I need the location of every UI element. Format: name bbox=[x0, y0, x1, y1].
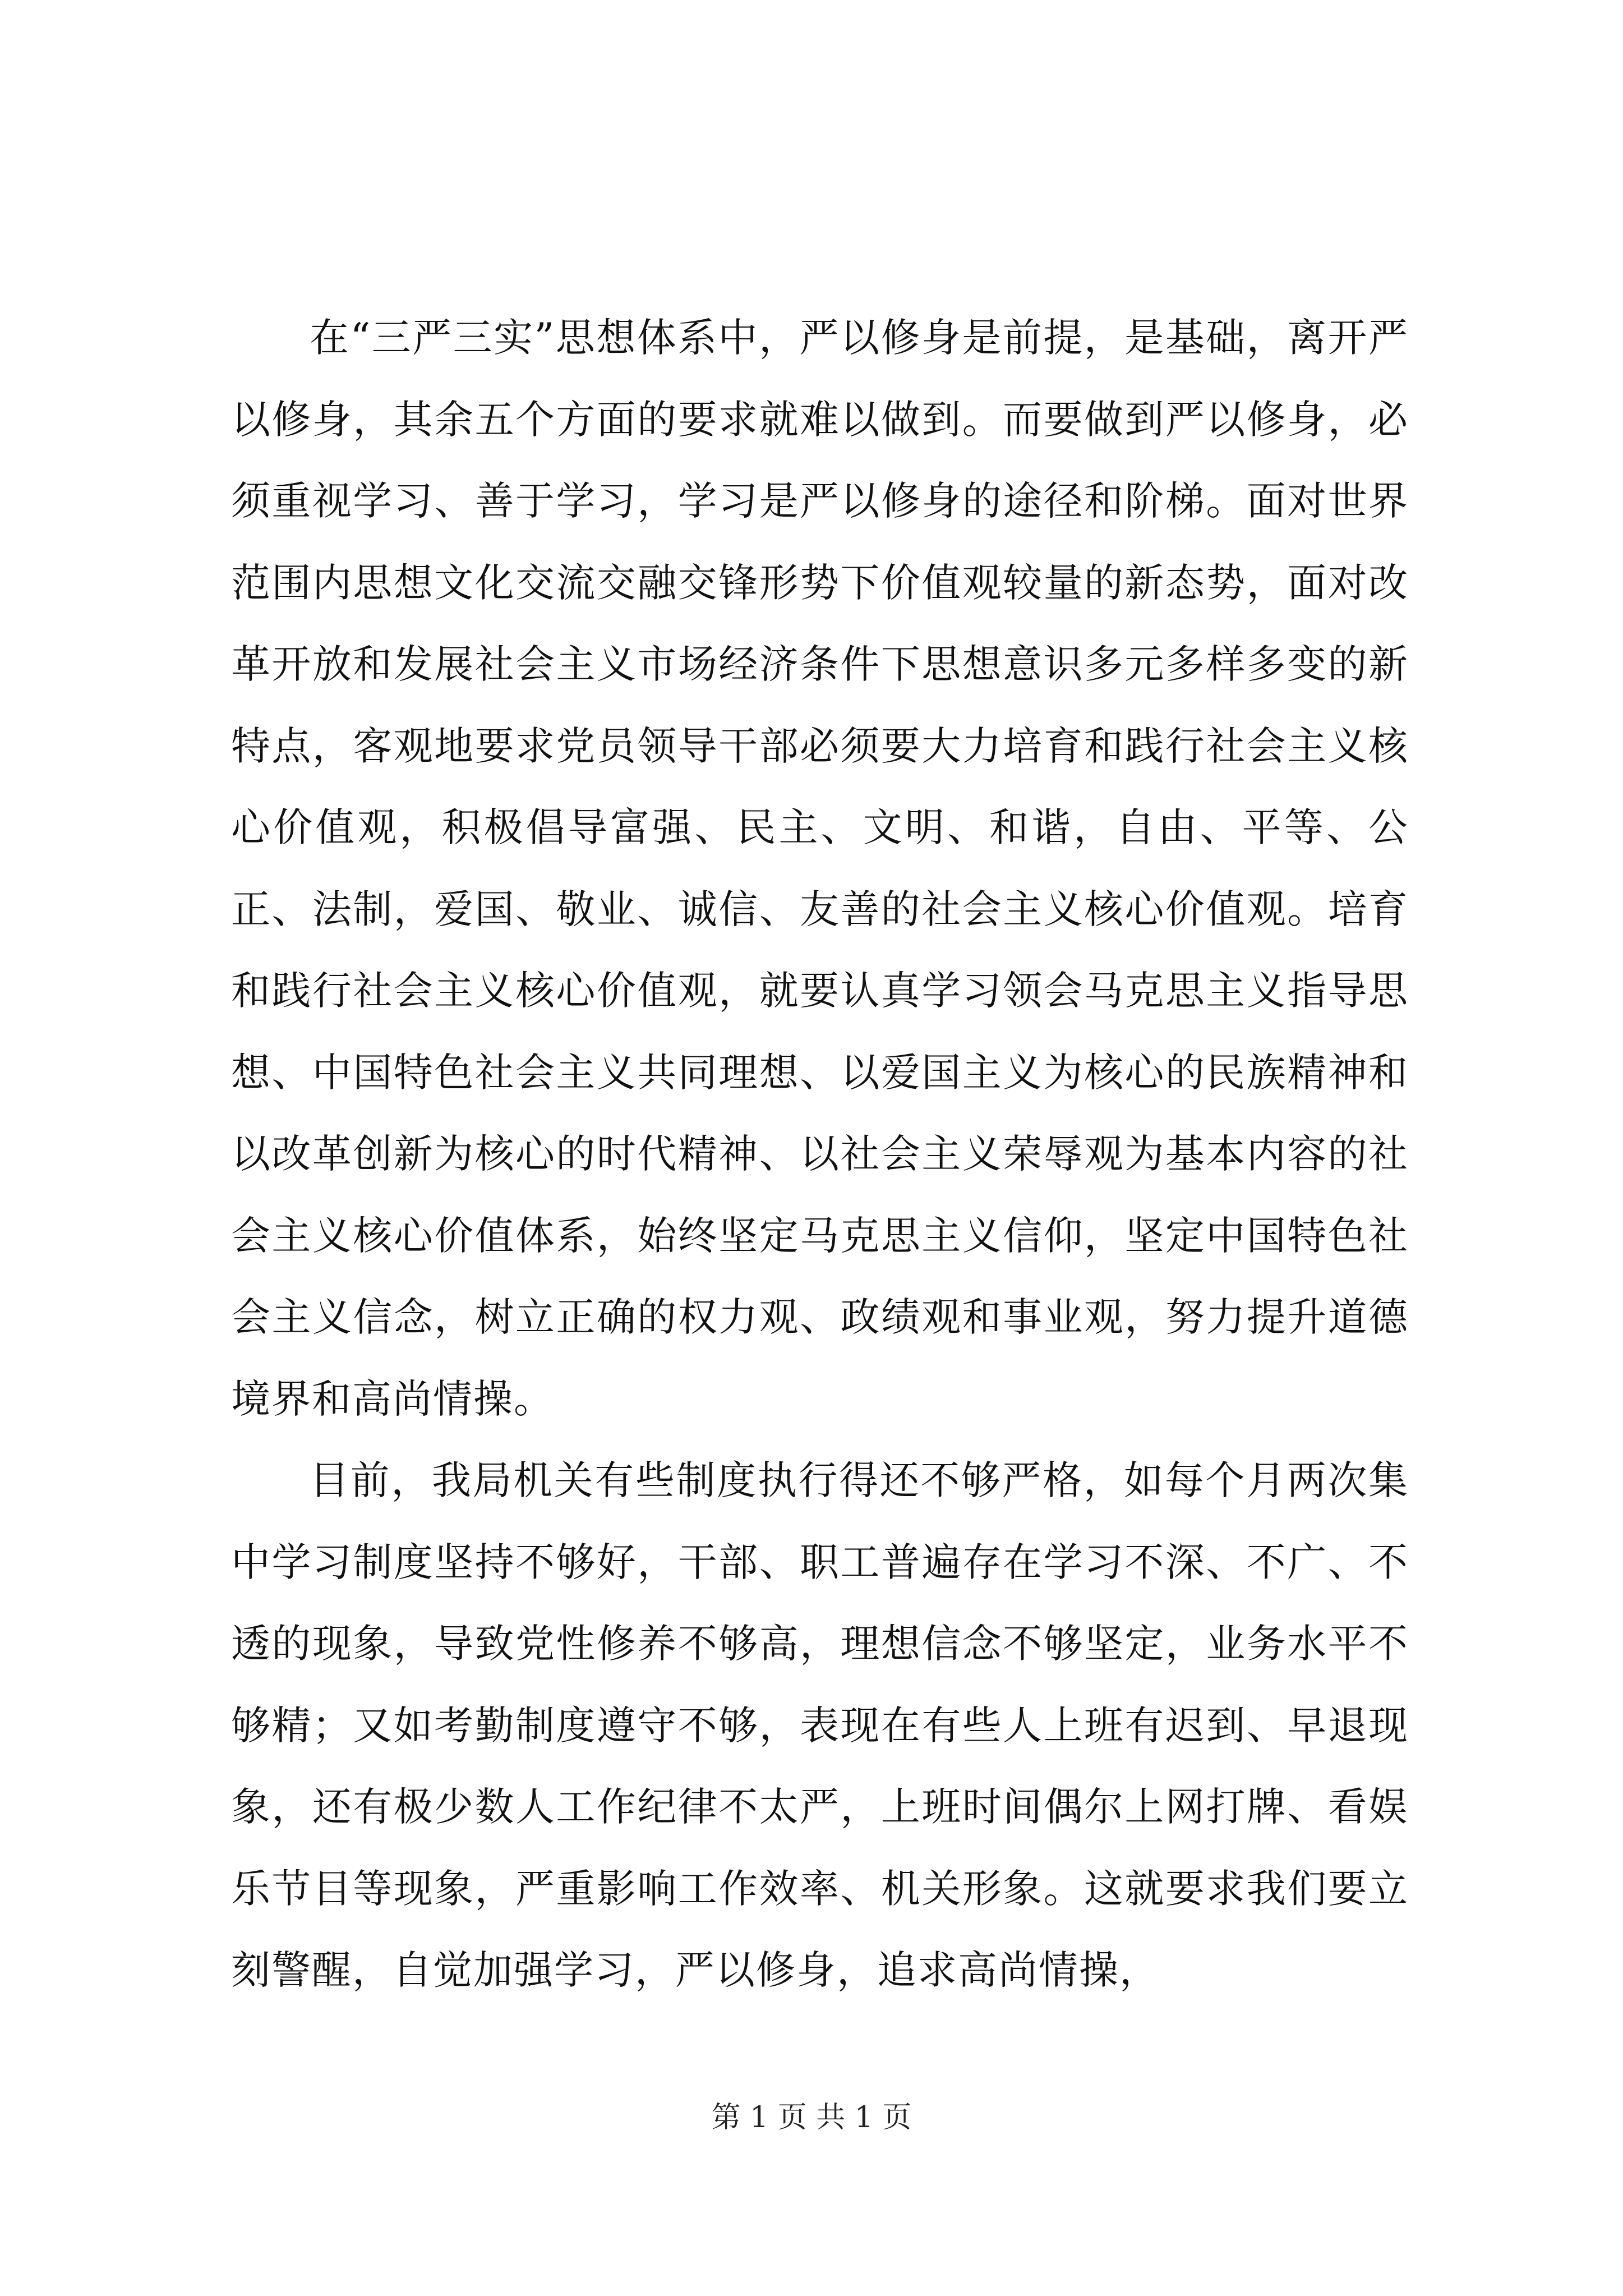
document-body bbox=[231, 297, 1409, 2012]
paragraph-1: 在“三严三实”思想体系中，严以修身是前提，是基础，离开严以修身，其余五个方面的要求就难以做到。而要做到严以修身，必须重视学习、善于学习，学习是严以修身的途径和阶梯。面对世界范围内思想文化交流交融交锋形势下价值观较量的新态势，面对改革开放和发展社会主义市场经济条件下思想意识多元多样多变的新特点，客观地要求党员领导干部必须要大力培育和践行社会主义核心价值观，积极倡导富强、民主、文明、和谐，自由、平等、公正、法制，爱国、敬业、诚信、友善的社会主义核心价值观。培育和践行社会主义核心价值观，就要认真学习领会马克思主义指导思想、中国特色社会主义共同理想、以爱国主义为核心的民族精神和以改革创新为核心的时代精神、以社会主义荣辱观为基本内容的社会主义核心价值体系，始终坚定马克思主义信仰，坚定中国特色社会主义信念，树立正确的权力观、政绩观和事业观，努力提升道德境界和高尚情操。 bbox=[231, 315, 1409, 1422]
paragraph-2: 目前，我局机关有些制度执行得还不够严格，如每个月两次集中学习制度坚持不够好，干部、职工普遍存在学习不深、不广、不透的现象，导致党性修养不够高，理想信念不够坚定，业务水平不够精；又如考勤制度遵守不够，表现在有些人上班有迟到、早退现象，还有极少数人工作纪律不太严，上班时间偶尔上网打牌、看娱乐节目等现象，严重影响工作效率、机关形象。这就要求我们要立刻警醒，自觉加强学习，严以修身，追求高尚情操， bbox=[231, 1457, 1409, 1993]
page-footer: 第 1 页 共 1 页 bbox=[711, 2101, 912, 2134]
